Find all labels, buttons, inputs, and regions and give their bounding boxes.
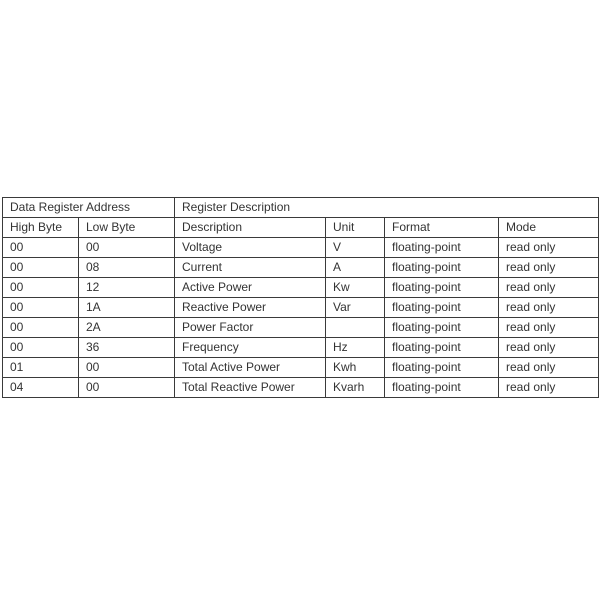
description-cell: Power Factor: [175, 318, 326, 338]
unit-cell: Hz: [326, 338, 385, 358]
low-byte-cell: 00: [79, 238, 175, 258]
description-cell: Active Power: [175, 278, 326, 298]
format-cell: floating-point: [385, 278, 499, 298]
unit-cell: Kw: [326, 278, 385, 298]
column-header-low-byte: Low Byte: [79, 218, 175, 238]
low-byte-cell: 00: [79, 378, 175, 398]
mode-cell: read only: [499, 338, 599, 358]
description-group-header: Register Description: [175, 198, 599, 218]
low-byte-cell: 08: [79, 258, 175, 278]
unit-cell: Var: [326, 298, 385, 318]
table-row: [3, 278, 599, 298]
column-header-description: Description: [175, 218, 326, 238]
table-row: [3, 338, 599, 358]
description-cell: Frequency: [175, 338, 326, 358]
unit-cell: Kwh: [326, 358, 385, 378]
format-cell: floating-point: [385, 238, 499, 258]
unit-cell: Kvarh: [326, 378, 385, 398]
description-cell: Total Reactive Power: [175, 378, 326, 398]
high-byte-cell: 00: [3, 318, 79, 338]
mode-cell: read only: [499, 298, 599, 318]
column-header-mode: Mode: [499, 218, 599, 238]
format-cell: floating-point: [385, 378, 499, 398]
format-cell: floating-point: [385, 298, 499, 318]
high-byte-cell: 00: [3, 298, 79, 318]
low-byte-cell: 36: [79, 338, 175, 358]
mode-cell: read only: [499, 358, 599, 378]
address-group-header: Data Register Address: [3, 198, 175, 218]
format-cell: floating-point: [385, 318, 499, 338]
low-byte-cell: 1A: [79, 298, 175, 318]
column-header-unit: Unit: [326, 218, 385, 238]
table-row: [3, 378, 599, 398]
description-cell: Reactive Power: [175, 298, 326, 318]
high-byte-cell: 04: [3, 378, 79, 398]
mode-cell: read only: [499, 278, 599, 298]
high-byte-cell: 01: [3, 358, 79, 378]
high-byte-cell: 00: [3, 278, 79, 298]
unit-cell: A: [326, 258, 385, 278]
format-cell: floating-point: [385, 258, 499, 278]
format-cell: floating-point: [385, 338, 499, 358]
table-row: [3, 238, 599, 258]
high-byte-cell: 00: [3, 258, 79, 278]
group-header-row: [3, 198, 599, 218]
register-table: [2, 197, 599, 398]
high-byte-cell: 00: [3, 238, 79, 258]
column-header-row: [3, 218, 599, 238]
low-byte-cell: 12: [79, 278, 175, 298]
description-cell: Current: [175, 258, 326, 278]
mode-cell: read only: [499, 238, 599, 258]
table-row: [3, 298, 599, 318]
mode-cell: read only: [499, 318, 599, 338]
low-byte-cell: 2A: [79, 318, 175, 338]
mode-cell: read only: [499, 258, 599, 278]
column-header-format: Format: [385, 218, 499, 238]
unit-cell: V: [326, 238, 385, 258]
description-cell: Total Active Power: [175, 358, 326, 378]
format-cell: floating-point: [385, 358, 499, 378]
mode-cell: read only: [499, 378, 599, 398]
table-row: [3, 258, 599, 278]
table-row: [3, 358, 599, 378]
high-byte-cell: 00: [3, 338, 79, 358]
column-header-high-byte: High Byte: [3, 218, 79, 238]
unit-cell: [326, 318, 385, 338]
description-cell: Voltage: [175, 238, 326, 258]
low-byte-cell: 00: [79, 358, 175, 378]
table-row: [3, 318, 599, 338]
